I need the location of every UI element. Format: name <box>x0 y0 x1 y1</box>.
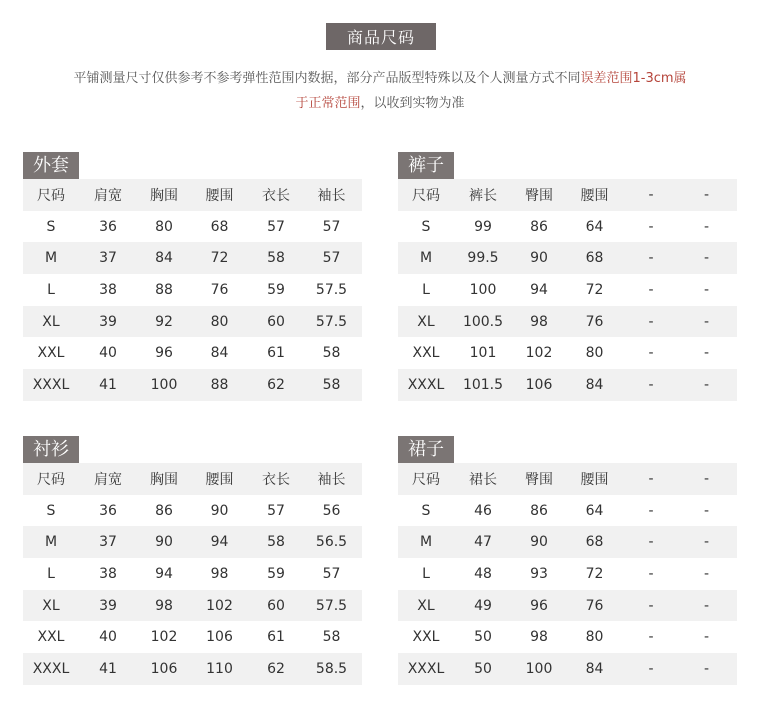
table-row <box>23 558 362 590</box>
table-cell: M <box>419 250 433 267</box>
table-row <box>398 306 737 338</box>
table-cell: 37 <box>99 534 117 551</box>
table-title: 裙子 <box>398 436 454 463</box>
table-row <box>398 495 737 527</box>
column-header: 袖长 <box>317 187 346 204</box>
table-cell: - <box>703 565 710 582</box>
table-cell: 98 <box>155 597 173 614</box>
table-cell: - <box>648 502 654 519</box>
table-row <box>398 653 737 685</box>
table-row <box>23 211 362 243</box>
table-cell: 99 <box>474 218 492 235</box>
table-cell: XL <box>42 597 60 614</box>
table-cell: - <box>648 565 654 582</box>
size-note-highlight-1: 误差范围1-3cm属 <box>580 71 687 86</box>
table-cell: 60 <box>267 597 285 614</box>
table-body <box>398 463 737 685</box>
table-cell: 84 <box>585 376 604 393</box>
table-cell: L <box>47 565 55 582</box>
table-cell: 86 <box>530 218 548 235</box>
column-header: 尺码 <box>412 187 440 204</box>
table-cell: - <box>648 376 654 393</box>
table-cell: 110 <box>206 660 233 677</box>
table-cell: XXXL <box>32 660 70 677</box>
table-cell: - <box>703 281 710 298</box>
table-cell: 59 <box>267 281 285 298</box>
table-cell: 90 <box>530 250 548 267</box>
column-header: 衣长 <box>262 471 290 488</box>
table-cell: 59 <box>267 565 285 582</box>
size-note-tail: ，以收到实物为准 <box>360 96 465 111</box>
table-cell: M <box>44 534 58 551</box>
table-cell: 106 <box>150 660 178 677</box>
table-row <box>23 590 362 622</box>
table-cell: 39 <box>99 597 117 614</box>
table-row <box>398 558 737 590</box>
table-cell: S <box>46 502 56 519</box>
table-cell: - <box>703 345 710 362</box>
table-cell: - <box>648 250 654 267</box>
size-note-highlight-2: 于正常范围 <box>295 96 361 111</box>
table-cell: - <box>648 345 654 362</box>
column-header: 裙长 <box>469 471 497 488</box>
table-cell: 68 <box>210 218 229 235</box>
column-header: 腰围 <box>205 187 234 204</box>
table-cell: 68 <box>585 534 604 551</box>
table-cell: 80 <box>585 345 604 362</box>
table-cell: XL <box>42 313 60 330</box>
table-cell: 39 <box>99 313 117 330</box>
table-cell: - <box>648 313 654 330</box>
table-cell: 80 <box>210 313 229 330</box>
table-cell: 62 <box>267 376 285 393</box>
table-cell: 48 <box>474 565 492 582</box>
table-cell: 101 <box>469 345 497 362</box>
table-cell: - <box>648 281 654 298</box>
table-cell: 40 <box>99 629 117 646</box>
table-cell: 72 <box>585 565 604 582</box>
table-cell: 58 <box>267 534 285 551</box>
table-cell: - <box>703 250 710 267</box>
size-note-line-1 <box>20 66 740 92</box>
column-header: - <box>703 186 710 203</box>
table-cell: S <box>421 502 431 519</box>
table-row <box>23 337 362 369</box>
table-row <box>23 369 362 401</box>
table-cell: 88 <box>155 281 173 298</box>
table-cell: - <box>703 660 710 677</box>
table-cell: 56.5 <box>315 534 348 551</box>
column-header: 臀围 <box>525 471 553 488</box>
table-cell: 80 <box>155 218 173 235</box>
size-table-shirt <box>23 436 362 685</box>
column-header: 衣长 <box>262 187 290 204</box>
table-cell: M <box>419 534 433 551</box>
column-header: 尺码 <box>412 471 440 488</box>
table-row <box>398 242 737 274</box>
table-title: 衬衫 <box>23 436 79 463</box>
table-cell: 57.5 <box>315 281 348 298</box>
table-cell: 64 <box>585 502 604 519</box>
column-header: 腰围 <box>205 471 234 488</box>
table-row <box>398 274 737 306</box>
table-cell: XL <box>417 597 435 614</box>
table-cell: 58 <box>322 629 341 646</box>
table-cell: 76 <box>210 281 229 298</box>
column-header: - <box>703 470 710 487</box>
table-row <box>23 495 362 527</box>
table-cell: - <box>648 660 654 677</box>
table-cell: 101.5 <box>462 376 504 393</box>
table-cell: 49 <box>474 597 492 614</box>
table-cell: 57 <box>322 565 341 582</box>
table-cell: 47 <box>474 534 492 551</box>
table-row <box>23 306 362 338</box>
table-cell: 36 <box>99 218 117 235</box>
table-cell: 57.5 <box>315 597 348 614</box>
table-cell: 99.5 <box>467 250 499 267</box>
column-header: 肩宽 <box>94 471 122 488</box>
table-row <box>398 590 737 622</box>
table-cell: - <box>703 629 710 646</box>
table-cell: XXL <box>412 345 440 362</box>
column-header: 肩宽 <box>94 187 122 204</box>
table-cell: - <box>648 534 654 551</box>
table-cell: 100 <box>469 281 497 298</box>
table-row <box>398 526 737 558</box>
column-header: 尺码 <box>37 187 65 204</box>
table-cell: - <box>703 502 710 519</box>
table-cell: 100 <box>525 660 553 677</box>
table-cell: XL <box>417 313 435 330</box>
table-cell: 46 <box>474 502 492 519</box>
table-cell: 58 <box>322 345 341 362</box>
table-cell: L <box>422 565 430 582</box>
table-cell: 90 <box>530 534 548 551</box>
table-cell: 84 <box>155 250 173 267</box>
table-cell: 60 <box>267 313 285 330</box>
table-cell: XXL <box>37 629 65 646</box>
table-cell: S <box>421 218 431 235</box>
table-header-row <box>398 463 737 495</box>
column-header: - <box>648 470 654 487</box>
table-cell: 72 <box>210 250 229 267</box>
table-cell: - <box>703 218 710 235</box>
table-cell: 61 <box>267 629 285 646</box>
table-cell: 40 <box>99 345 117 362</box>
table-cell: XXL <box>412 629 440 646</box>
table-header-row <box>23 179 362 211</box>
table-row <box>398 211 737 243</box>
table-cell: 98 <box>210 565 229 582</box>
table-cell: 88 <box>210 376 229 393</box>
table-cell: - <box>703 597 710 614</box>
table-cell: 50 <box>474 660 492 677</box>
table-cell: 57 <box>267 502 285 519</box>
table-cell: 58 <box>322 376 341 393</box>
table-title: 外套 <box>23 152 79 179</box>
table-cell: 68 <box>585 250 604 267</box>
table-cell: 36 <box>99 502 117 519</box>
table-cell: 96 <box>530 597 548 614</box>
table-cell: 61 <box>267 345 285 362</box>
table-cell: 58.5 <box>315 660 348 677</box>
table-cell: L <box>47 281 55 298</box>
table-cell: S <box>46 218 56 235</box>
column-header: - <box>648 186 654 203</box>
table-header-row <box>398 179 737 211</box>
table-cell: 98 <box>530 629 548 646</box>
table-cell: 102 <box>150 629 178 646</box>
table-cell: 100.5 <box>462 313 504 330</box>
table-cell: 94 <box>155 565 173 582</box>
table-cell: 64 <box>585 218 604 235</box>
table-cell: - <box>648 629 654 646</box>
table-cell: 102 <box>525 345 553 362</box>
table-cell: 90 <box>155 534 173 551</box>
table-cell: 80 <box>585 629 604 646</box>
table-cell: M <box>44 250 58 267</box>
table-cell: 41 <box>99 660 117 677</box>
table-row <box>398 621 737 653</box>
table-cell: - <box>703 376 710 393</box>
table-cell: 37 <box>99 250 117 267</box>
table-row <box>23 274 362 306</box>
column-header: 胸围 <box>150 187 178 204</box>
size-table-skirt <box>398 436 737 685</box>
table-cell: XXXL <box>32 376 70 393</box>
size-table-pants <box>398 152 737 401</box>
table-cell: - <box>703 534 710 551</box>
column-header: 胸围 <box>150 471 178 488</box>
table-cell: - <box>648 597 654 614</box>
table-cell: 102 <box>206 597 233 614</box>
table-cell: XXXL <box>407 660 445 677</box>
column-header: 腰围 <box>580 187 609 204</box>
table-body <box>398 179 737 401</box>
table-cell: 72 <box>585 281 604 298</box>
column-header: 腰围 <box>580 471 609 488</box>
size-note-line-2 <box>20 91 740 117</box>
table-cell: 93 <box>530 565 548 582</box>
table-body <box>23 463 362 685</box>
table-cell: 96 <box>155 345 173 362</box>
size-table-coat <box>23 152 362 401</box>
table-row <box>398 337 737 369</box>
table-cell: 106 <box>525 376 553 393</box>
table-cell: 90 <box>210 502 229 519</box>
table-cell: L <box>422 281 430 298</box>
table-cell: 56 <box>322 502 341 519</box>
table-cell: - <box>703 313 710 330</box>
table-cell: 98 <box>530 313 548 330</box>
table-cell: 57 <box>267 218 285 235</box>
table-title: 裤子 <box>398 152 454 179</box>
table-cell: 57.5 <box>315 313 348 330</box>
table-cell: XXL <box>37 345 65 362</box>
table-cell: 38 <box>99 565 117 582</box>
table-row <box>23 526 362 558</box>
table-cell: 94 <box>210 534 229 551</box>
table-cell: 86 <box>155 502 173 519</box>
size-note-text: 平铺测量尺寸仅供参考不参考弹性范围内数据，部分产品版型特殊以及个人测量方式不同 <box>73 71 581 86</box>
table-cell: 76 <box>585 313 604 330</box>
table-cell: 100 <box>150 376 178 393</box>
table-row <box>23 621 362 653</box>
column-header: 尺码 <box>37 471 65 488</box>
table-row <box>23 242 362 274</box>
table-cell: 50 <box>474 629 492 646</box>
table-cell: - <box>648 218 654 235</box>
table-cell: 84 <box>210 345 229 362</box>
column-header: 裤长 <box>469 187 497 204</box>
table-body <box>23 179 362 401</box>
column-header: 臀围 <box>525 187 553 204</box>
table-cell: 106 <box>206 629 233 646</box>
page-title: 商品尺码 <box>326 23 436 50</box>
table-cell: 94 <box>530 281 548 298</box>
table-cell: 38 <box>99 281 117 298</box>
table-cell: 92 <box>155 313 173 330</box>
table-header-row <box>23 463 362 495</box>
table-row <box>398 369 737 401</box>
table-cell: XXXL <box>407 376 445 393</box>
table-cell: 41 <box>99 376 117 393</box>
table-cell: 86 <box>530 502 548 519</box>
table-row <box>23 653 362 685</box>
table-cell: 62 <box>267 660 285 677</box>
column-header: 袖长 <box>317 471 346 488</box>
table-cell: 58 <box>267 250 285 267</box>
table-cell: 84 <box>585 660 604 677</box>
table-cell: 76 <box>585 597 604 614</box>
table-cell: 57 <box>322 250 341 267</box>
table-cell: 57 <box>322 218 341 235</box>
